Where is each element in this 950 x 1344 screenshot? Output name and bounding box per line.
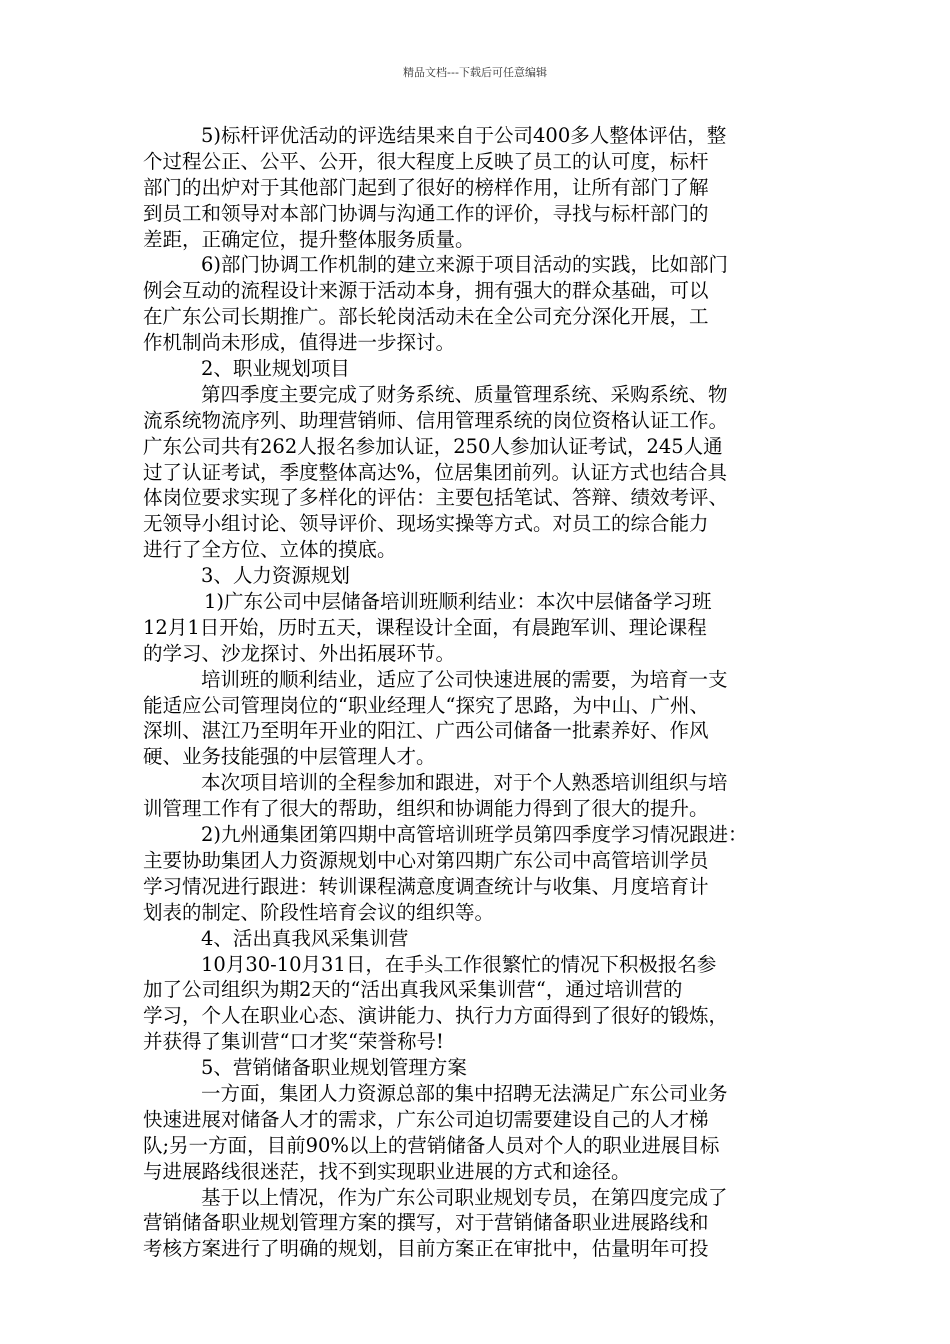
text-line: 过了认证考试，季度整体高达%，位居集团前列。认证方式也结合具: [143, 460, 728, 484]
text-line: 3、人力资源规划: [201, 564, 350, 588]
text-line: 硬、业务技能强的中层管理人才。: [143, 745, 436, 769]
document-body: [143, 123, 815, 1262]
text-line: 5、营销储备职业规划管理方案: [201, 1056, 467, 1080]
text-line: 基于以上情况，作为广东公司职业规划专员，在第四度完成了: [201, 1185, 728, 1209]
text-line: 2、职业规划项目: [201, 357, 350, 381]
text-line: 营销储备职业规划管理方案的撰写，对于营销储备职业进展路线和: [143, 1211, 709, 1235]
text-line: 差距，正确定位，提升整体服务质量。: [143, 227, 475, 251]
text-line: 学习，个人在职业心态、演讲能力、执行力方面得到了很好的锻炼，: [143, 1004, 729, 1028]
text-line: 作机制尚未形成，值得进一步探讨。: [143, 331, 456, 355]
text-line: 学习情况进行跟进：转训课程满意度调查统计与收集、月度培育计: [143, 874, 709, 898]
text-line: 5)标杆评优活动的评选结果来自于公司400多人整体评估，整: [201, 124, 727, 147]
text-line: 训管理工作有了很大的帮助，组织和协调能力得到了很大的提升。: [143, 797, 709, 821]
text-line: 个过程公正、公平、公开，很大程度上反映了员工的认可度，标杆: [143, 149, 709, 173]
text-line: 一方面，集团人力资源总部的集中招聘无法满足广东公司业务: [201, 1081, 728, 1105]
text-line: 能适应公司管理岗位的“职业经理人“探究了思路，为中山、广州、: [143, 693, 709, 717]
text-line: 到员工和领导对本部门协调与沟通工作的评价，寻找与标杆部门的: [143, 201, 709, 225]
text-line: 第四季度主要完成了财务系统、质量管理系统、采购系统、物: [201, 382, 728, 406]
text-line: 无领导小组讨论、领导评价、现场实操等方式。对员工的综合能力: [143, 512, 709, 536]
text-line: 体岗位要求实现了多样化的评估：主要包括笔试、答辩、绩效考评、: [143, 486, 729, 510]
text-line: 例会互动的流程设计来源于活动本身，拥有强大的群众基础，可以: [143, 279, 709, 303]
text-line: 流系统物流序列、助理营销师、信用管理系统的岗位资格认证工作。: [143, 408, 729, 432]
text-line: 广东公司共有262人报名参加认证，250人参加认证考试，245人通: [143, 434, 723, 458]
text-line: 在广东公司长期推广。部长轮岗活动未在全公司充分深化开展，工: [143, 305, 709, 329]
text-line: 1)广东公司中层储备培训班顺利结业：本次中层储备学习班: [204, 590, 712, 614]
text-line: 考核方案进行了明确的规划，目前方案正在审批中，估量明年可投: [143, 1237, 709, 1261]
text-line: 4、活出真我风采集训营: [201, 926, 409, 950]
text-line: 培训班的顺利结业，适应了公司快速进展的需要，为培育一支: [201, 667, 728, 691]
text-line: 本次项目培训的全程参加和跟进，对于个人熟悉培训组织与培: [201, 771, 728, 795]
text-line: 并获得了集训营“口才奖“荣誉称号!: [143, 1030, 444, 1054]
text-line: 深圳、湛江乃至明年开业的阳江、广西公司储备一批素养好、作风: [143, 719, 709, 743]
text-line: 12月1日开始，历时五天，课程设计全面，有晨跑军训、理论课程: [143, 615, 707, 639]
text-line: 部门的出炉对于其他部门起到了很好的榜样作用，让所有部门了解: [143, 175, 709, 199]
text-line: 与进展路线很迷茫，找不到实现职业进展的方式和途径。: [143, 1159, 631, 1183]
text-line: 快速进展对储备人才的需求，广东公司迫切需要建设自己的人才梯: [143, 1107, 709, 1131]
text-line: 2)九州通集团第四期中高管培训班学员第四季度学习情况跟进：: [201, 823, 748, 847]
text-line: 划表的制定、阶段性培育会议的组织等。: [143, 900, 495, 924]
page-header: 精品文档---下载后可任意编辑: [403, 66, 547, 79]
text-line: 加了公司组织为期2天的“活出真我风采集训营“，通过培训营的: [143, 978, 683, 1002]
text-line: 队;另一方面，目前90%以上的营销储备人员对个人的职业进展目标: [143, 1133, 720, 1157]
text-line: 进行了全方位、立体的摸底。: [143, 538, 397, 562]
text-line: 的学习、沙龙探讨、外出拓展环节。: [143, 641, 456, 665]
text-line: 10月30-10月31日，在手头工作很繁忙的情况下积极报名参: [201, 952, 717, 976]
text-line: 主要协助集团人力资源规划中心对第四期广东公司中高管培训学员: [143, 848, 709, 872]
text-line: 6)部门协调工作机制的建立来源于项目活动的实践，比如部门: [201, 253, 729, 277]
